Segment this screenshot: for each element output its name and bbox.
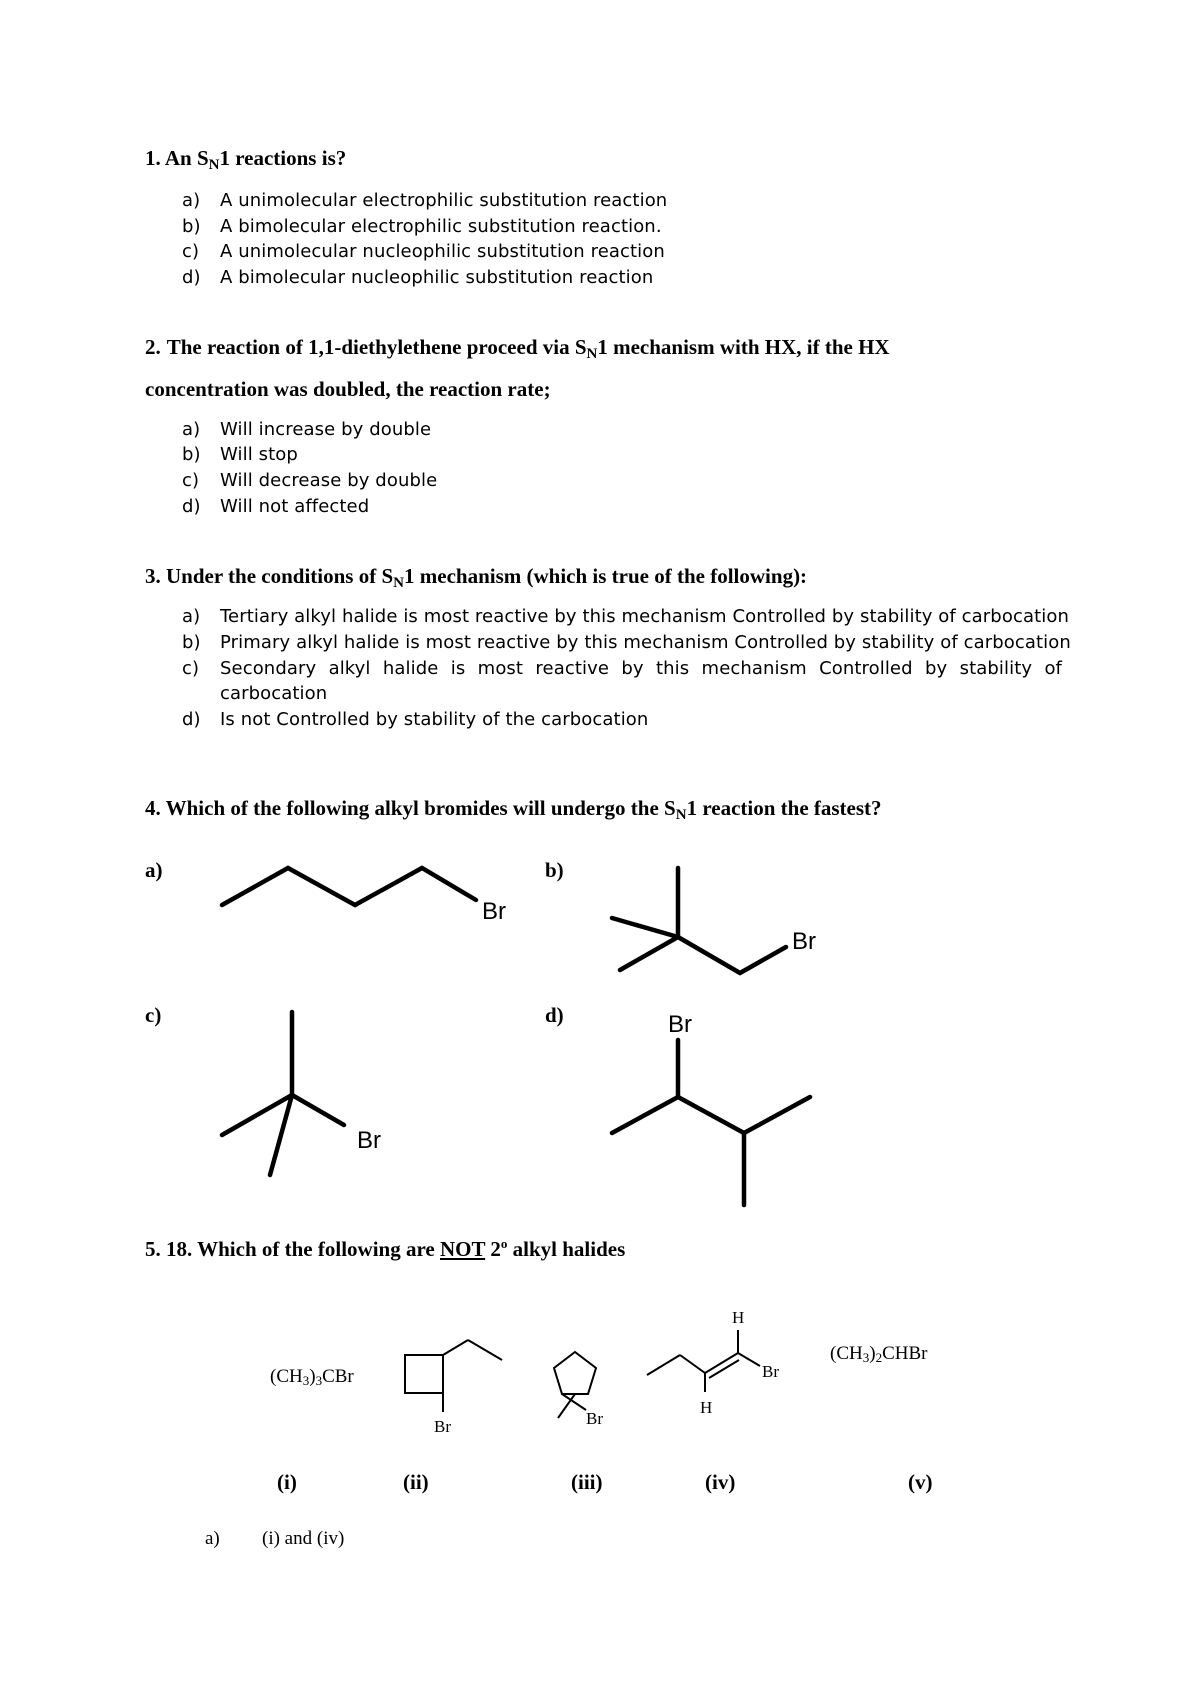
roman-label-v: (v) [908, 1470, 933, 1494]
bond [647, 1355, 680, 1375]
option-letter: d) [182, 267, 201, 288]
question-text: 1 mechanism (which is true of the following): [404, 564, 808, 588]
bond [292, 1095, 344, 1125]
q5-option-a-text: (i) and (iv) [262, 1528, 345, 1549]
subscript: N [675, 807, 687, 823]
bond [612, 918, 678, 937]
question-number: 1. [145, 146, 161, 170]
q5-structure-iv [647, 1330, 760, 1392]
q4-label-c: c) [145, 1003, 162, 1027]
roman-label-iv: (iv) [705, 1470, 736, 1494]
formula-isopropyl-bromide [830, 1343, 927, 1366]
q4-structure-a [222, 868, 476, 905]
option-text: Will stop [220, 444, 298, 465]
question-text: 18. Which of the following are [166, 1237, 440, 1261]
option-text: A bimolecular nucleophilic substitution reaction [220, 267, 654, 288]
bond [744, 1097, 810, 1133]
bond-chain [222, 868, 476, 905]
question-text: An S [164, 146, 209, 170]
option-text: A unimolecular electrophilic substitution reaction [220, 190, 668, 211]
subscript: N [208, 157, 220, 173]
bond [678, 1097, 744, 1133]
option-text: A bimolecular electrophilic substitution reaction. [220, 216, 662, 237]
subscript: 3 [315, 1373, 323, 1388]
degree-number: 2 [490, 1237, 501, 1261]
question-number: 4. [145, 796, 161, 820]
subscript: 2 [875, 1350, 883, 1365]
bond [680, 1355, 705, 1373]
q5-structure-ii [405, 1340, 502, 1412]
cyclobutane-ring [405, 1355, 443, 1393]
subscript: 3 [302, 1373, 310, 1388]
hydrogen-atom: H [732, 1308, 745, 1327]
subscript: 3 [862, 1350, 870, 1365]
degree-symbol: o [500, 1236, 508, 1251]
roman-label-iii: (iii) [571, 1470, 603, 1494]
q4-label-d: d) [545, 1003, 564, 1027]
cyclopentane-ring [554, 1352, 596, 1394]
q4-structure-c [222, 1012, 344, 1175]
option-letter: d) [182, 496, 201, 517]
subscript: N [586, 346, 598, 362]
bond [678, 937, 740, 973]
q4-label-a: a) [145, 858, 163, 882]
option-text: Will increase by double [220, 419, 432, 440]
bromine-atom: Br [668, 1011, 692, 1038]
option-text: Will not affected [220, 496, 370, 517]
option-text: Secondary alkyl halide is most reactive by this mechanism Controlled by stability of [220, 658, 1062, 679]
emphasis-not: NOT [439, 1237, 486, 1261]
bromine-atom: Br [482, 898, 506, 925]
bond [620, 937, 678, 970]
bromine-atom: Br [792, 928, 816, 955]
option-text: A unimolecular nucleophilic substitution reaction [220, 241, 665, 262]
question-text: Which of the following alkyl bromides will undergo the S [165, 796, 676, 820]
option-letter: c) [182, 658, 200, 679]
question-text: 1 reactions is? [219, 146, 347, 170]
option-text: Is not Controlled by stability of the carbocation [220, 709, 649, 730]
option-letter: b) [182, 444, 201, 465]
option-text-continued: carbocation [220, 683, 328, 704]
question-text: 1 reaction the fastest? [686, 796, 882, 820]
question-number: 3. [145, 564, 161, 588]
formula-part: CHBr [882, 1343, 928, 1364]
option-text: Primary alkyl halide is most reactive by this mechanism Controlled by stability of carbocation [220, 632, 1071, 653]
question-text-part: 1 mechanism with HX, if the HX [597, 335, 890, 359]
option-letter: c) [182, 241, 200, 262]
bromine-atom: Br [357, 1127, 381, 1154]
q4-structure-b [612, 868, 786, 973]
bond [738, 1353, 760, 1366]
formula-part: (CH [270, 1366, 303, 1387]
subscript: N [393, 575, 404, 591]
question-text-part: The reaction of 1,1-diethylethene proceed via S [166, 335, 587, 359]
bond [740, 947, 786, 973]
formula-tbutyl-bromide [270, 1366, 354, 1389]
question-2-line-2: concentration was doubled, the reaction rate; [145, 377, 551, 401]
option-text: Will decrease by double [220, 470, 438, 491]
bond [443, 1340, 468, 1355]
q4-label-b: b) [545, 858, 564, 882]
bond [468, 1340, 502, 1360]
option-letter: d) [182, 709, 201, 730]
bromine-atom: Br [762, 1362, 779, 1381]
formula-part: ) [869, 1343, 876, 1364]
formula-part: CBr [322, 1366, 354, 1387]
option-text: Tertiary alkyl halide is most reactive by this mechanism Controlled by stability of carbocation [220, 606, 1069, 627]
q4-structure-d [612, 1040, 810, 1205]
bond [612, 1097, 678, 1133]
question-text: Under the conditions of S [166, 564, 394, 588]
option-letter: a) [182, 190, 201, 211]
question-number: 5. [145, 1237, 161, 1261]
q5-option-a-letter: a) [205, 1528, 220, 1549]
formula-part: ) [309, 1366, 316, 1387]
bromine-atom: Br [434, 1417, 451, 1436]
roman-label-ii: (ii) [403, 1470, 429, 1494]
bromine-atom: Br [586, 1409, 603, 1428]
option-letter: b) [182, 216, 201, 237]
option-letter: b) [182, 632, 201, 653]
question-5 [145, 1236, 625, 1262]
hydrogen-atom: H [700, 1398, 713, 1417]
option-letter: c) [182, 470, 200, 491]
roman-label-i: (i) [277, 1470, 297, 1494]
formula-part: (CH [830, 1343, 863, 1364]
question-text: alkyl halides [507, 1237, 626, 1261]
option-letter: a) [182, 606, 201, 627]
question-number: 2. [145, 335, 161, 359]
option-letter: a) [182, 419, 201, 440]
